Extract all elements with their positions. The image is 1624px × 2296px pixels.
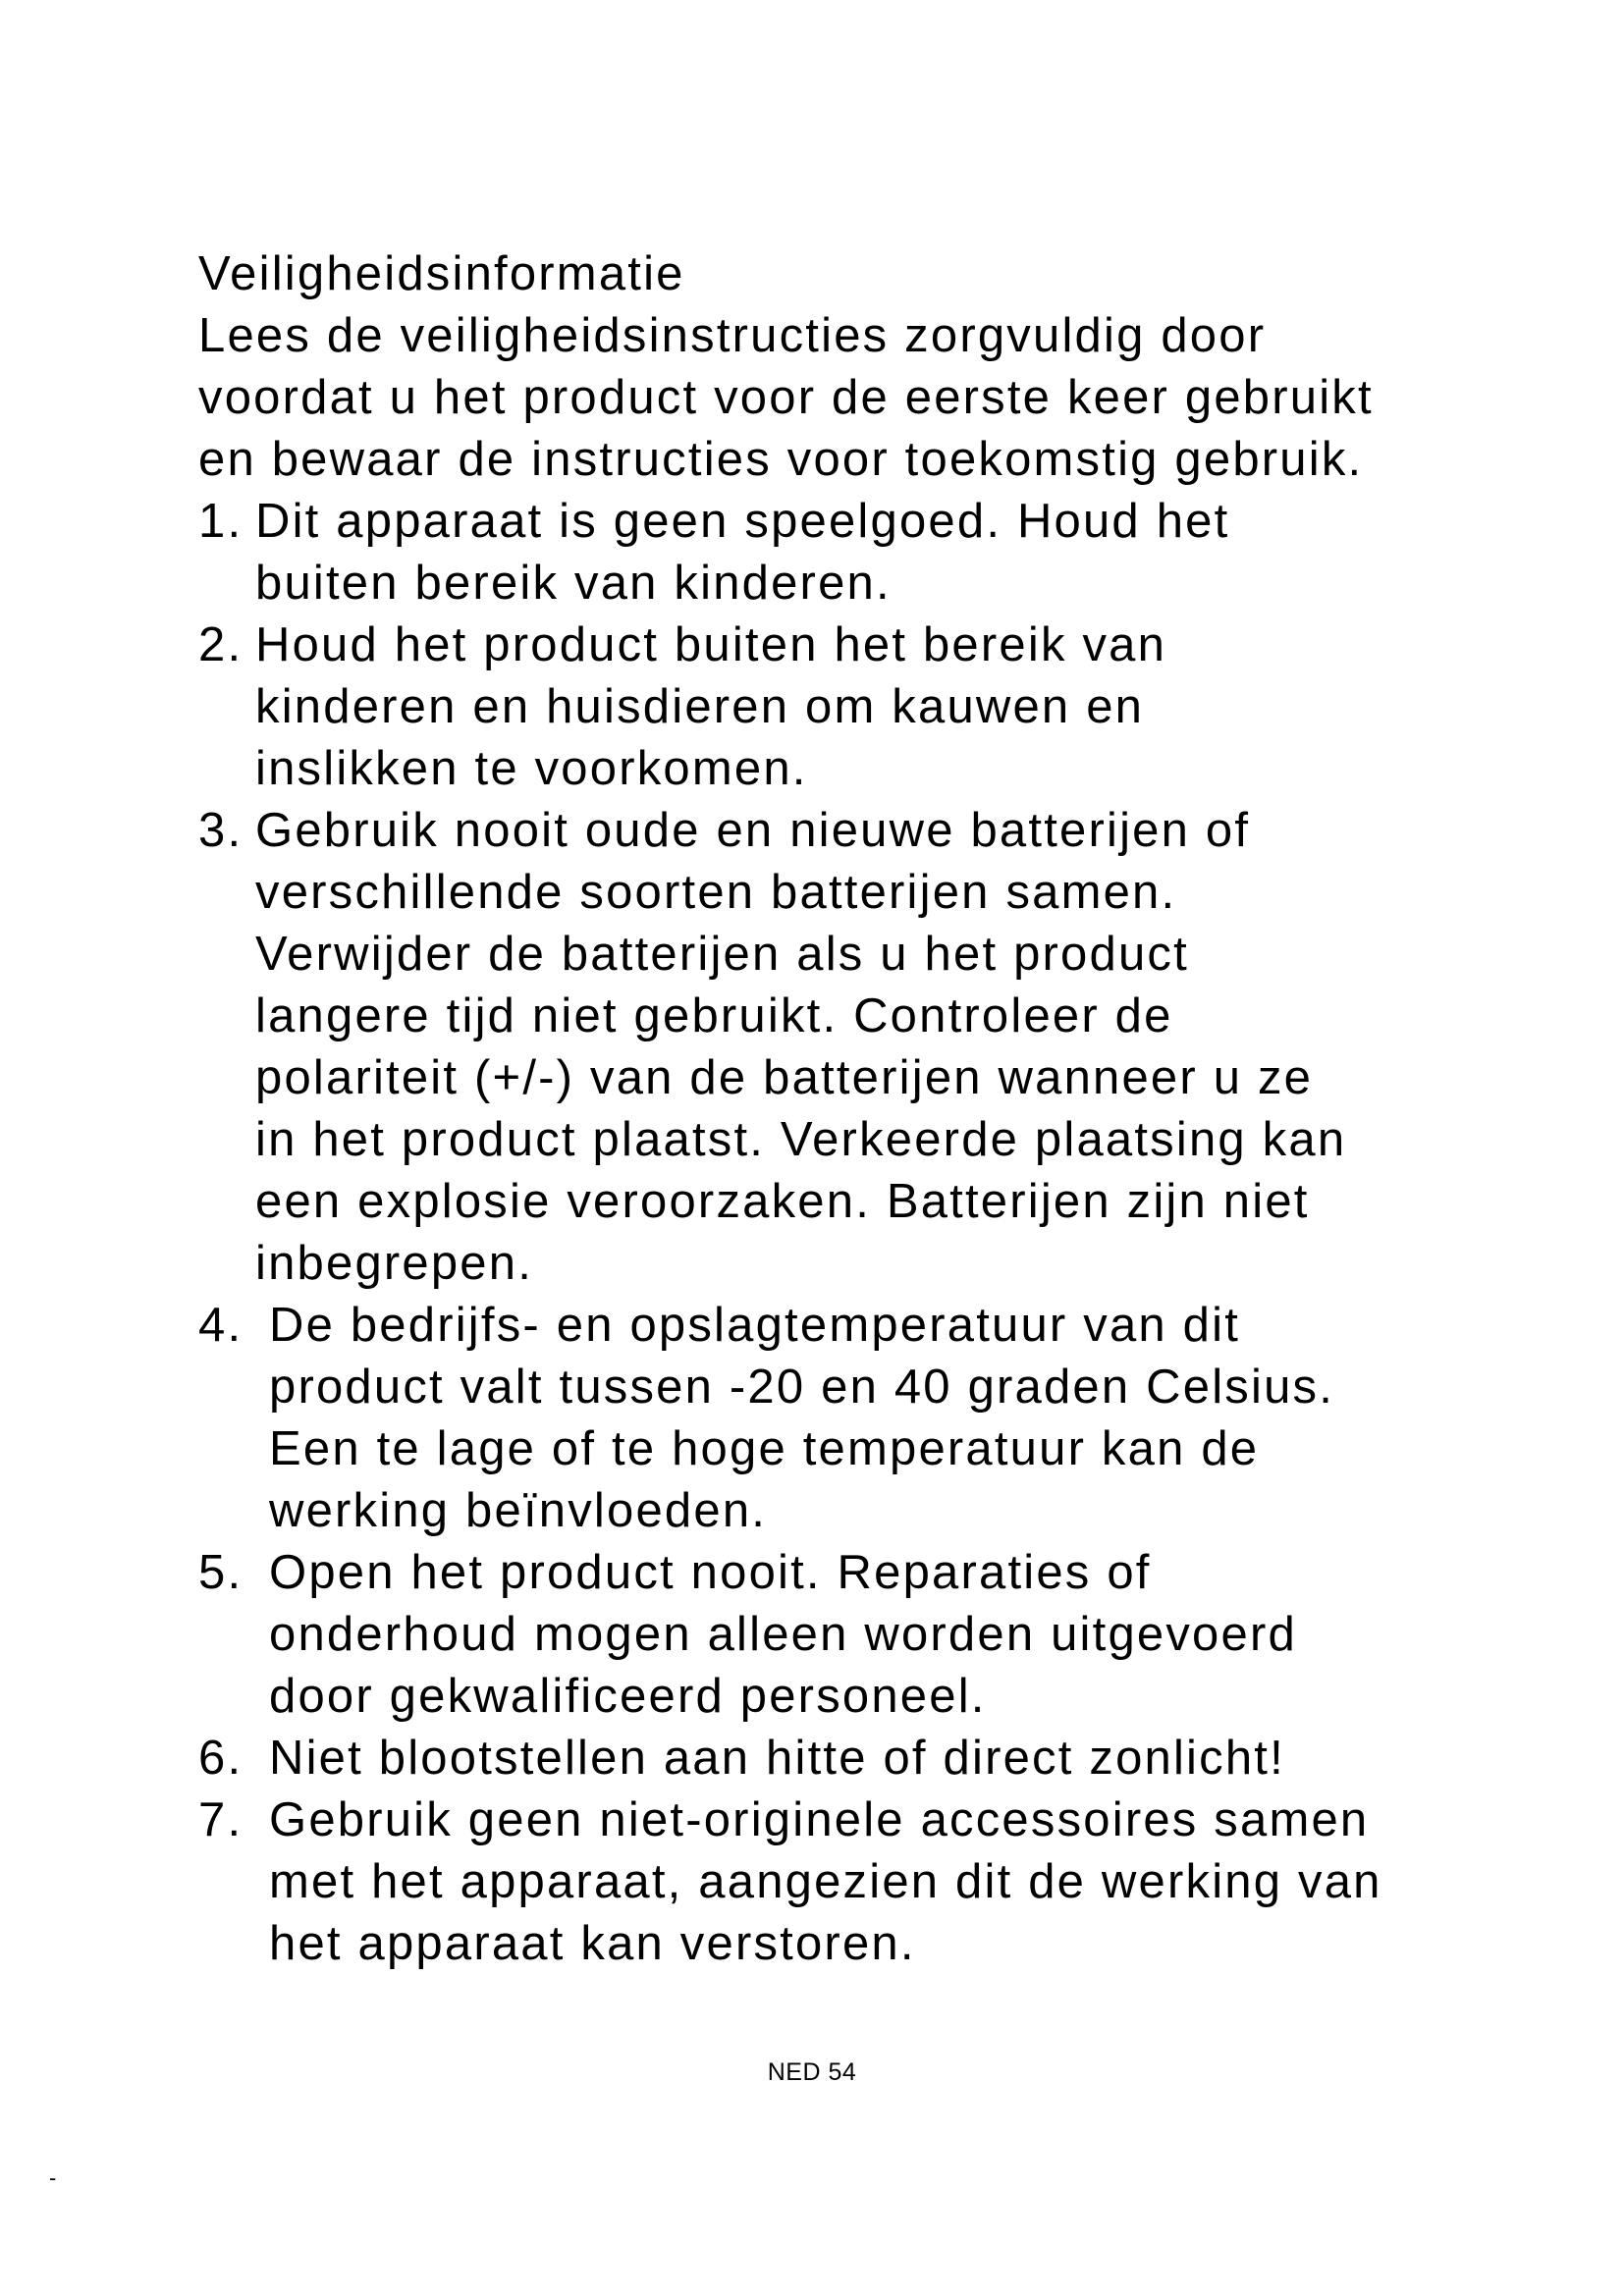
list-item-number: 4. [198, 1299, 244, 1352]
intro-line: en bewaar de instructies voor toekomstig gebruik. [198, 433, 1364, 486]
list-item-line: het apparaat kan verstoren. [269, 1917, 916, 1970]
intro-line: voordat u het product voor de eerste keer gebruikt [198, 371, 1374, 424]
list-item-line: in het product plaatst. Verkeerde plaatsing kan [255, 1113, 1347, 1166]
list-item-text [269, 1728, 1285, 1789]
list-item [198, 800, 1504, 1295]
list-item-line: kinderen en huisdieren om kauwen en [255, 680, 1145, 733]
list-item-line: Een te lage of te hoge temperatuur kan de [269, 1422, 1260, 1475]
list-item-line: product valt tussen -20 en 40 graden Celsius. [269, 1361, 1335, 1414]
list-item-line: een explosie veroorzaken. Batterijen zijn niet [255, 1175, 1310, 1228]
list-item-line: werking beïnvloeden. [269, 1484, 768, 1537]
list-item-line: onderhoud mogen alleen worden uitgevoerd [269, 1608, 1297, 1661]
list-item [198, 614, 1504, 800]
list-item-number: 1. [198, 495, 244, 548]
list-item-line: Dit apparaat is geen speelgoed. Houd het [255, 495, 1230, 548]
list-item [198, 1295, 1504, 1542]
list-item [198, 491, 1504, 614]
list-item-line: door gekwalificeerd personeel. [269, 1670, 987, 1723]
list-item-line: De bedrijfs- en opslagtemperatuur van dit [269, 1299, 1241, 1352]
list-item-line: Open het product nooit. Reparaties of [269, 1546, 1152, 1599]
document-title: Veiligheidsinformatie [198, 247, 685, 300]
list-item-line: inslikken te voorkomen. [255, 742, 808, 795]
list-item [198, 1728, 1504, 1789]
list-item-number: 3. [198, 804, 244, 857]
list-item-line: verschillende soorten batterijen samen. [255, 866, 1177, 919]
list-item-line: langere tijd niet gebruikt. Controleer de [255, 989, 1173, 1042]
list-item-number: 7. [198, 1793, 244, 1846]
list-item-line: met het apparaat, aangezien dit de werking van [269, 1855, 1382, 1908]
list-item-line: Niet blootstellen aan hitte of direct zonlicht! [269, 1732, 1285, 1785]
list-item-line: Verwijder de batterijen als u het product [255, 928, 1189, 981]
intro-paragraph [198, 305, 1504, 491]
list-item-line: Houd het product buiten het bereik van [255, 618, 1167, 671]
intro-line: Lees de veiligheidsinstructies zorgvuldig door [198, 309, 1267, 362]
list-item-line: buiten bereik van kinderen. [255, 557, 892, 610]
list-item-text [255, 614, 1166, 800]
list-item-number: 2. [198, 618, 244, 671]
list-item-line: inbegrepen. [255, 1237, 534, 1290]
safety-list [198, 491, 1504, 1975]
list-item [198, 1542, 1504, 1728]
list-item-text [269, 1295, 1334, 1542]
list-item-number: 5. [198, 1546, 244, 1599]
list-item-number: 6. [198, 1732, 244, 1785]
page-content [198, 243, 1504, 1975]
list-item-text [269, 1542, 1297, 1728]
list-item-text [269, 1789, 1382, 1975]
page-number: NED 54 [767, 2058, 857, 2086]
list-item [198, 1789, 1504, 1975]
corner-mark: - [49, 2165, 57, 2190]
list-item-line: polariteit (+/-) van de batterijen wanneer u ze [255, 1051, 1314, 1104]
list-item-text [255, 491, 1229, 614]
list-item-text [255, 800, 1346, 1295]
list-item-line: Gebruik geen niet-originele accessoires samen [269, 1793, 1370, 1846]
list-item-line: Gebruik nooit oude en nieuwe batterijen of [255, 804, 1251, 857]
